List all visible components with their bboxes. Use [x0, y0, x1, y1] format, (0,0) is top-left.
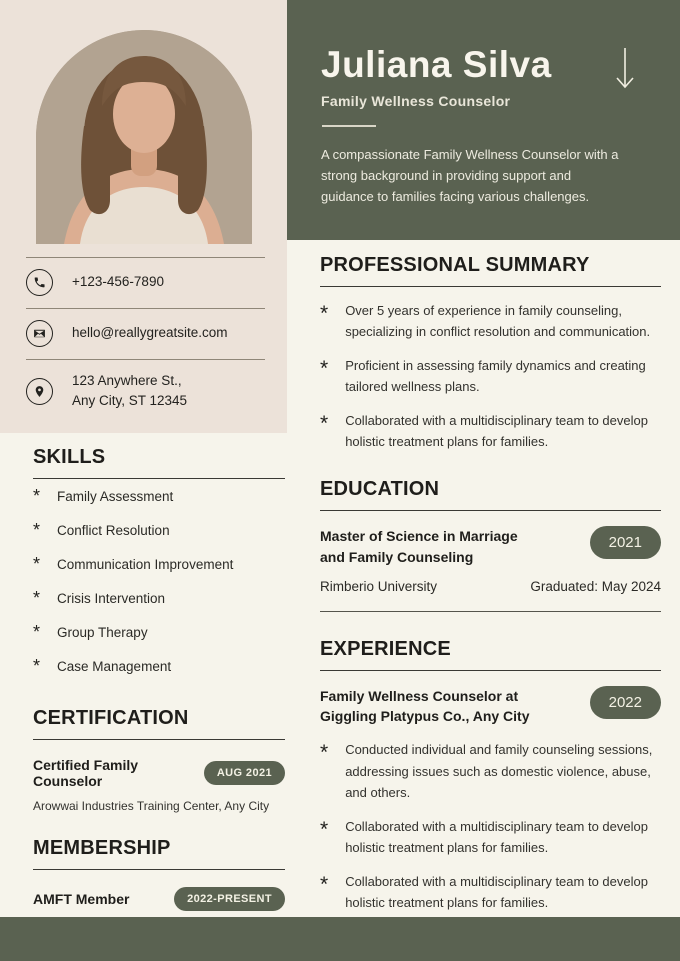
candidate-name: Juliana Silva	[321, 44, 552, 85]
skills-section	[33, 446, 285, 683]
header	[287, 0, 680, 240]
experience-role: Family Wellness Counselor at Giggling Platypus Co., Any City	[320, 687, 530, 725]
experience-bullet: Conducted individual and family counseling sessions, addressing issues such as domestic violence, abuse, and others.	[345, 742, 653, 800]
location-icon	[26, 378, 53, 405]
membership-date-badge: 2022-PRESENT	[174, 887, 285, 911]
degree-title: Master of Science in Marriage and Family Counseling	[320, 528, 518, 565]
header-summary: A compassionate Family Wellness Counselor with a strong background in providing support and guidance to families facing various challenges.	[321, 147, 619, 204]
asterisk-bullet-icon: *	[33, 656, 41, 676]
certification-section	[33, 707, 285, 813]
professional-summary-heading: PROFESSIONAL SUMMARY	[320, 254, 661, 287]
skills-heading: SKILLS	[33, 446, 285, 479]
graduation-date: Graduated: May 2024	[530, 578, 661, 594]
university-name: Rimberio University	[320, 578, 438, 594]
certification-date-badge: AUG 2021	[204, 761, 285, 785]
candidate-title: Family Wellness Counselor	[321, 93, 511, 109]
list-item	[320, 355, 661, 397]
skill-label: Group Therapy	[57, 624, 148, 640]
membership-title: AMFT Member	[33, 891, 130, 907]
right-column	[320, 254, 661, 913]
list-item	[33, 479, 285, 513]
address	[72, 371, 187, 412]
asterisk-bullet-icon: *	[33, 554, 41, 574]
certification-heading: CERTIFICATION	[33, 707, 285, 740]
asterisk-bullet-icon: *	[33, 588, 41, 608]
list-item	[320, 300, 661, 342]
asterisk-bullet-icon: *	[320, 741, 329, 765]
experience-year-badge: 2022	[590, 686, 661, 719]
asterisk-bullet-icon: *	[320, 817, 329, 841]
list-item	[320, 816, 661, 858]
certification-entry	[33, 757, 285, 789]
asterisk-bullet-icon: *	[320, 872, 329, 896]
education-year-badge: 2021	[590, 526, 661, 559]
list-item	[320, 739, 661, 802]
experience-section	[320, 638, 661, 913]
membership-entry	[33, 887, 285, 911]
list-item	[320, 871, 661, 913]
summary-bullet: Proficient in assessing family dynamics and creating tailored wellness plans.	[345, 358, 646, 395]
portrait-illustration	[36, 30, 252, 244]
experience-bullet: Collaborated with a multidisciplinary team to develop holistic treatment plans for families.	[345, 818, 648, 855]
education-detail-row	[320, 579, 661, 612]
summary-bullet: Collaborated with a multidisciplinary team to develop holistic treatment plans for families.	[345, 413, 648, 450]
list-item	[33, 547, 285, 581]
certification-org: Arowwai Industries Training Center, Any City	[33, 799, 270, 813]
skill-label: Family Assessment	[57, 488, 174, 504]
asterisk-bullet-icon: *	[33, 520, 41, 540]
education-entry	[320, 526, 661, 567]
skill-label: Crisis Intervention	[57, 590, 166, 606]
list-item	[33, 581, 285, 615]
contact-address-row	[26, 360, 265, 424]
education-heading: EDUCATION	[320, 478, 661, 511]
list-item	[33, 649, 285, 683]
email-icon	[26, 320, 53, 347]
address-line-2: Any City, ST 12345	[72, 393, 188, 409]
phone-icon	[26, 269, 53, 296]
summary-bullet: Over 5 years of experience in family counseling, specializing in conflict resolution and communication.	[345, 303, 651, 340]
skill-label: Conflict Resolution	[57, 522, 170, 538]
certification-title: Certified Family Counselor	[33, 757, 139, 789]
scroll-down-arrow-icon[interactable]	[614, 46, 636, 92]
experience-bullet: Collaborated with a multidisciplinary team to develop holistic treatment plans for families.	[345, 873, 648, 910]
list-item	[33, 513, 285, 547]
experience-bullets	[320, 739, 661, 912]
left-column	[33, 446, 285, 935]
experience-heading: EXPERIENCE	[320, 638, 661, 671]
asterisk-bullet-icon: *	[33, 486, 41, 506]
list-item	[33, 615, 285, 649]
asterisk-bullet-icon: *	[320, 412, 329, 436]
left-panel	[0, 0, 287, 433]
list-item	[320, 410, 661, 452]
skill-label: Communication Improvement	[57, 556, 234, 572]
asterisk-bullet-icon: *	[320, 357, 329, 381]
professional-summary-section	[320, 254, 661, 452]
asterisk-bullet-icon: *	[320, 302, 329, 325]
title-rule	[322, 125, 376, 127]
contact-email-row	[26, 309, 265, 359]
membership-heading: MEMBERSHIP	[33, 837, 285, 870]
phone-number: +123-456-7890	[72, 274, 164, 290]
profile-photo	[36, 30, 252, 244]
skill-label: Case Management	[57, 658, 172, 674]
asterisk-bullet-icon: *	[33, 622, 41, 642]
footer-bar	[0, 917, 680, 961]
contact-block	[0, 244, 287, 424]
email-address: hello@reallygreatsite.com	[72, 325, 228, 341]
education-section	[320, 478, 661, 612]
address-line-1: 123 Anywhere St.,	[72, 373, 182, 388]
experience-entry	[320, 686, 661, 727]
contact-phone-row	[26, 258, 265, 308]
